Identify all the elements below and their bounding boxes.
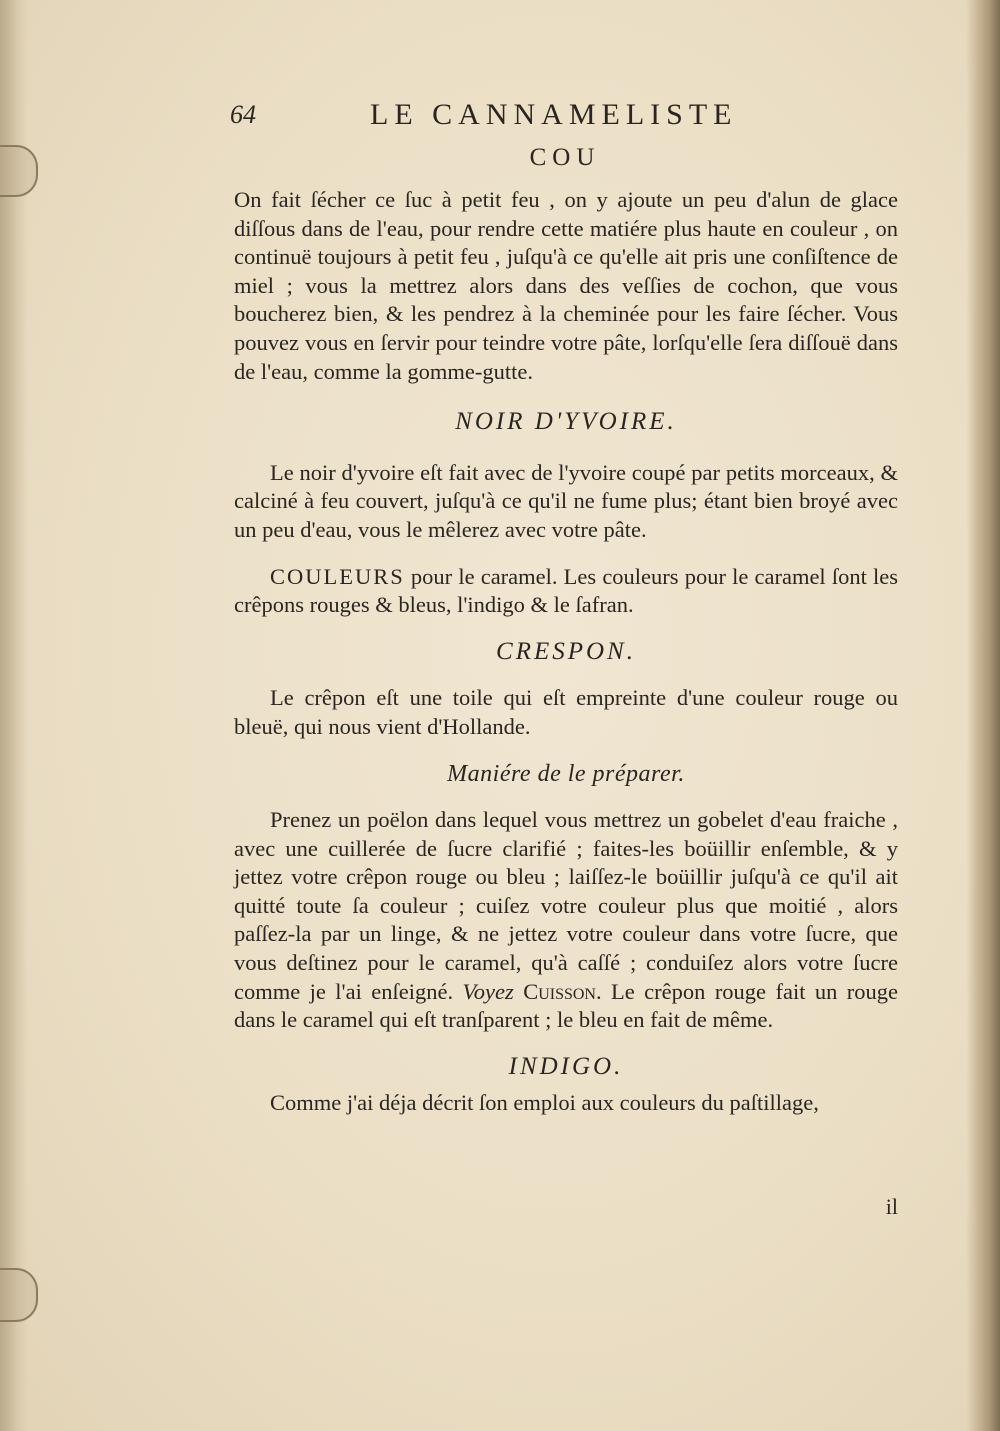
cross-reference: Voyez [462,978,514,1004]
paragraph: Le noir d'yvoire eſt fait avec de l'yvoire coupé par petits morceaux, & calciné à feu couvert, juſqu'à ce qu'il ne fume plus; étant bien broyé avec un peu d'eau, vous le mêlerez avec votre pâte. [234,459,898,542]
section-continuation: COU [529,144,601,171]
cross-reference-target: Cuisson [523,978,596,1004]
paragraph: Comme j'ai déja décrit ſon emploi aux couleurs du paſtillage, [270,1090,819,1116]
page-gutter [0,0,28,1431]
paragraph-text: pour le caramel. Les couleurs pour le caramel ſont les crêpons rouges & bleus, l'indigo & le ſafran. [234,563,898,618]
paragraph: On fait ſécher ce ſuc à petit feu , on y ajoute un peu d'alun de glace diſſous dans de l'eau, pour rendre cette matiére plus haute en couleur , on continuë toujours à petit feu , juſqu'à ce qu'elle ait pris une conſiſtence de miel ; vous la mettrez alors dans des veſſies de cochon, que vous boucherez bien, & les pendrez à la cheminée pour les faire ſécher. Vous pouvez vous en ſervir pour teindre votre pâte, lorſqu'elle ſera diſſouë dans de l'eau, comme la gomme-gutte. [234,187,898,384]
paragraph-text: Prenez un poëlon dans lequel vous mettrez un gobelet d'eau fraiche , avec une cuillerée de ſucre clarifié ; faites-les boüillir enſemble, & y jettez votre crêpon rouge ou bleu ; laiſſez-le boüillir juſqu'à ce qu'il ait quitté toute ſa couleur ; cuiſez votre couleur plus que moitié , alors paſſez-la par un linge, & ne jettez votre couleur dans votre ſucre, que vous deſtinez pour le caramel, qu'à caſſé ; conduiſez alors votre ſucre comme je l'ai enſeigné. [234,807,898,1004]
page-edge [966,0,1000,1431]
page-number: 64 [230,100,256,129]
heading-noir-dyvoire: NOIR D'YVOIRE. [455,408,677,436]
paragraph: Le crêpon eſt une toile qui eſt empreinte d'une couleur rouge ou bleuë, qui nous vient d'Hollande. [234,685,898,739]
paragraph [234,563,898,620]
heading-crespon: CRESPON. [496,637,636,665]
heading-maniere: Maniére de le préparer. [447,760,685,787]
paragraph [234,806,898,1035]
page-header [230,98,790,138]
paragraph-text: . Le crêpon rouge fait un rouge dans le caramel qui eſt tranſparent ; le bleu en fait de même. [234,978,899,1033]
page-body [234,186,898,1118]
lead-word: COULEURS [270,563,405,589]
heading-indigo: INDIGO. [508,1052,624,1080]
running-title: LE CANNAMELISTE [370,98,738,131]
catchword: il [885,1194,898,1219]
binding-thread [0,1268,38,1322]
